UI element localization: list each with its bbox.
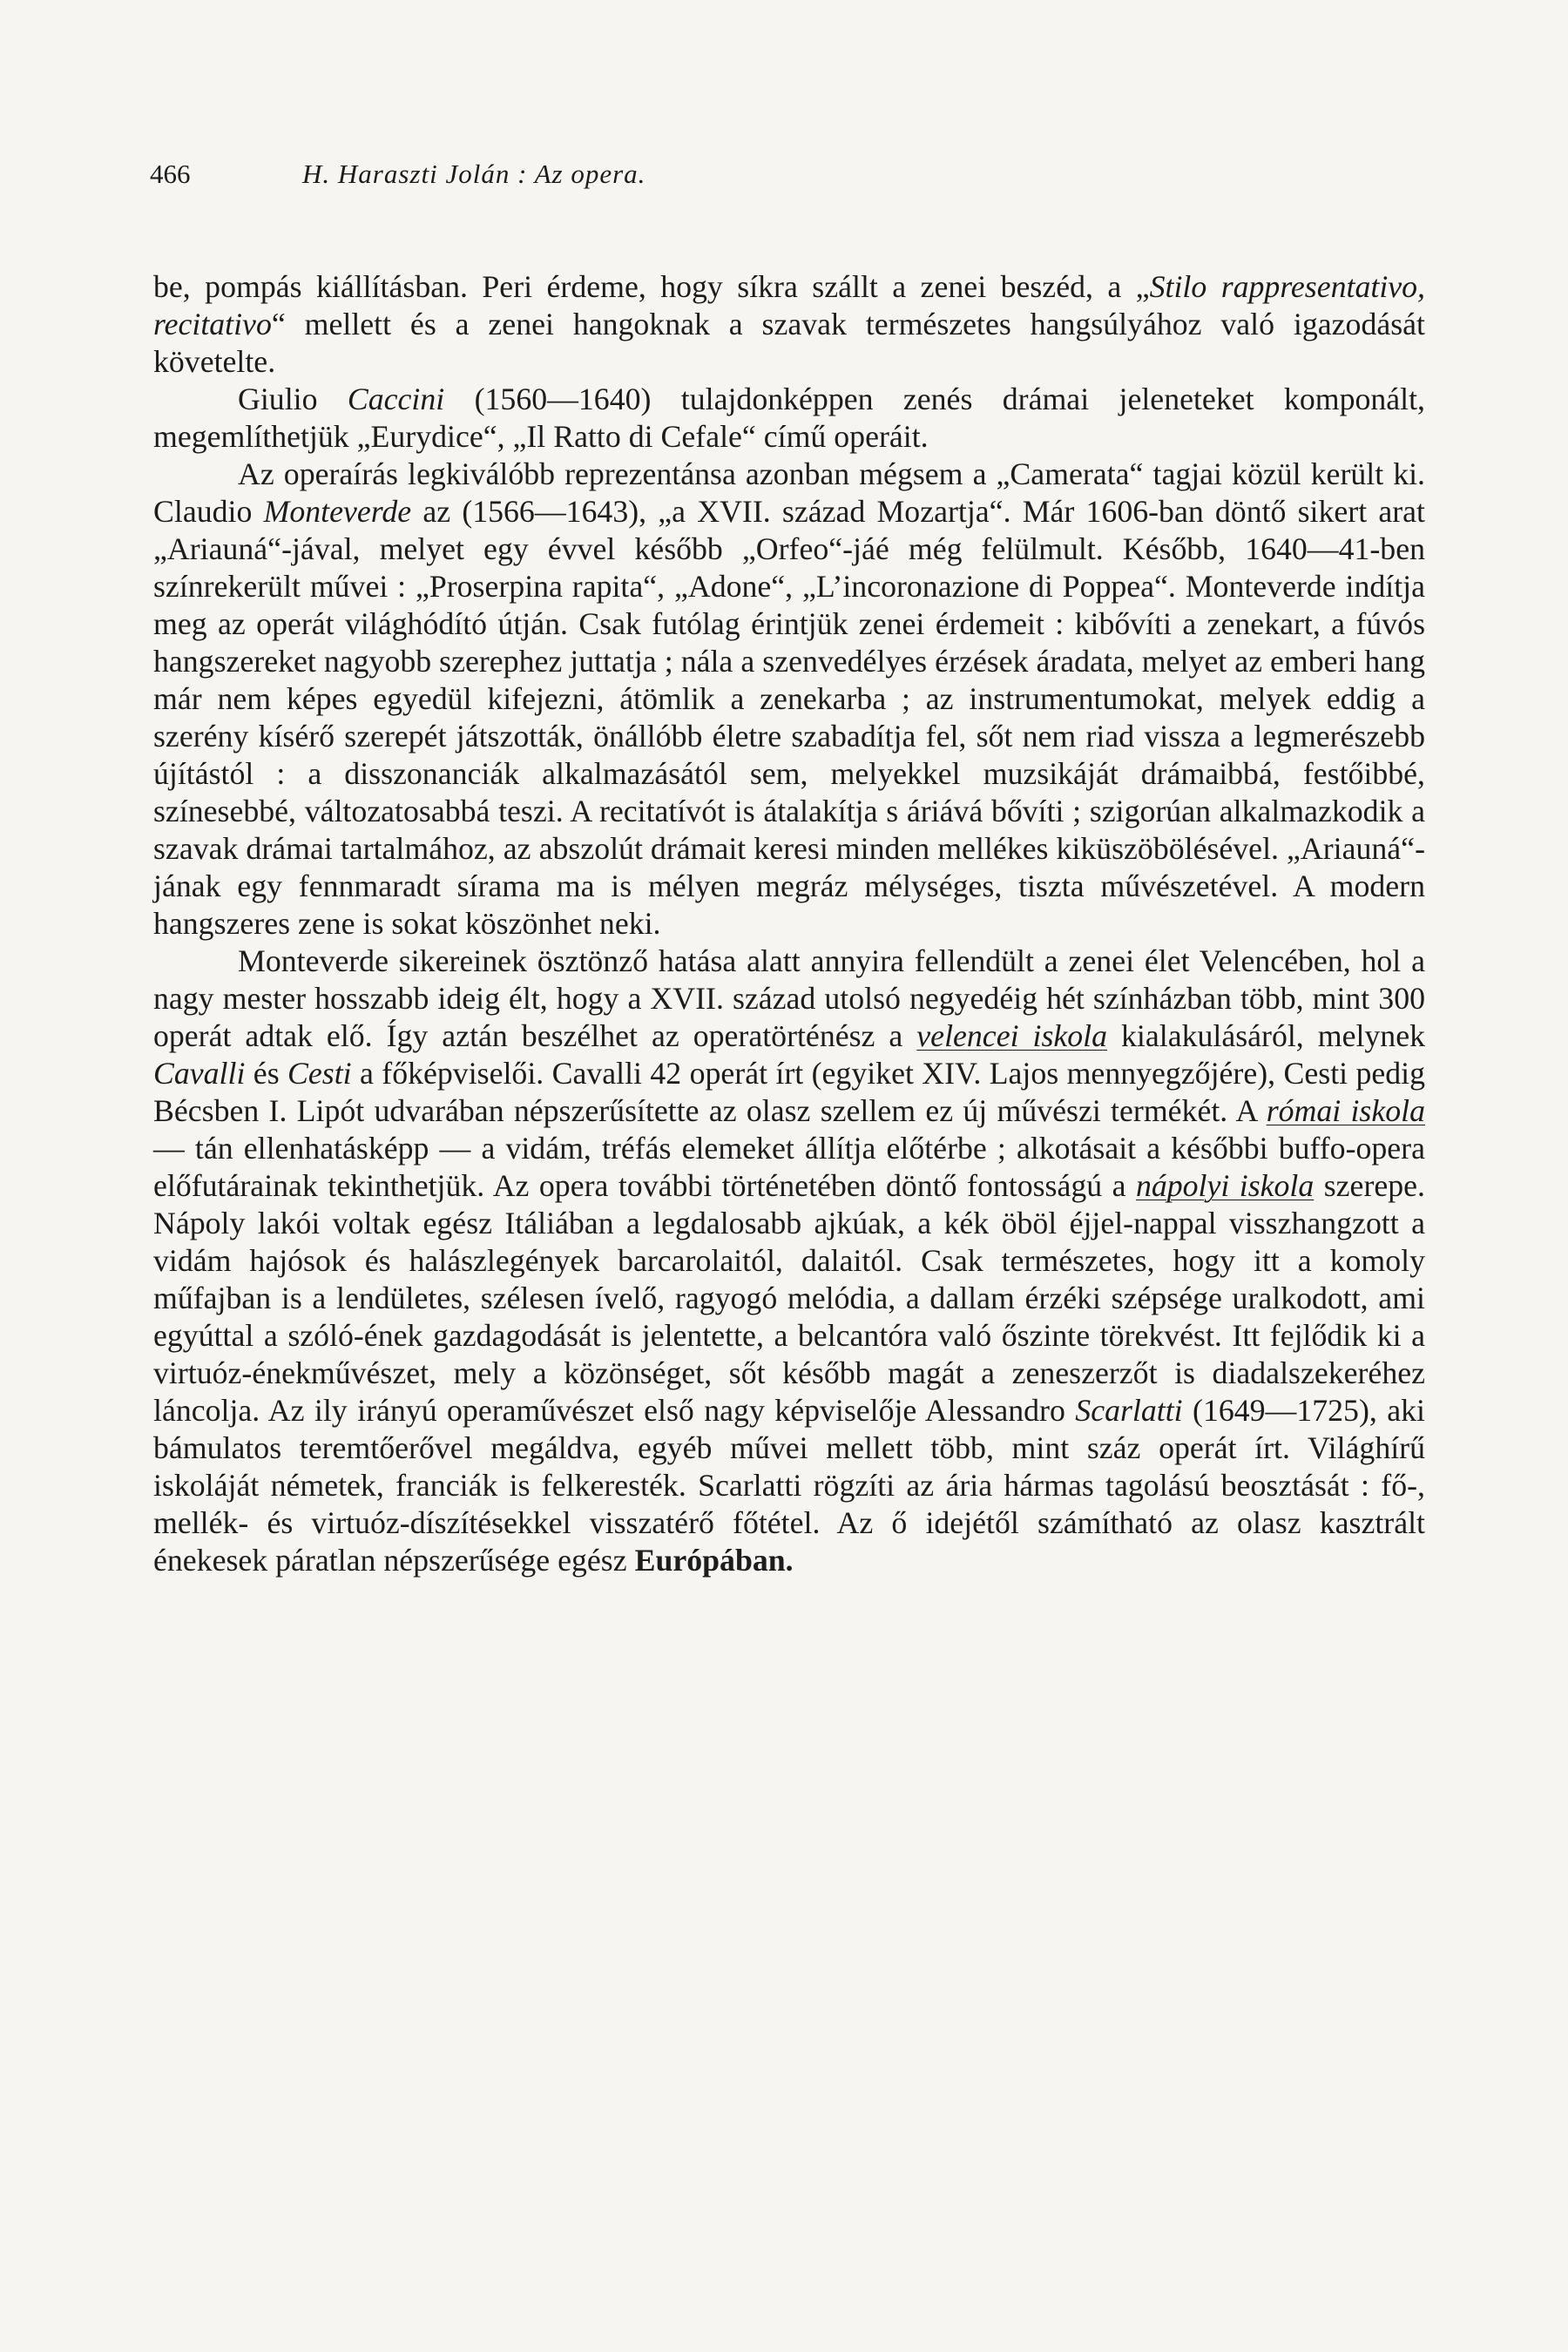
emphasized-term: velencei iskola [916,1018,1108,1053]
text-run: Monteverde sikereinek ösztönző hatása alatt annyira fellendült a zenei élet Velencében, hol a nagy mester hosszabb ideig élt, hogy a XVII. század utolsó negyedéig hét színházban több, mint 300 operát adtak elő. Így aztán beszélhet az operatörténész a [153,943,1425,1053]
italic-term: Stilo rappresentativo, recitativo [153,269,1425,341]
emphasized-term: római iskola [1266,1093,1425,1128]
body-text [153,268,1425,1579]
text-run: be, pompás kiállításban. Peri érdeme, hogy síkra szállt a zenei beszéd, a „ [153,269,1150,304]
bold-word: Európában. [634,1543,794,1578]
text-run: (1560—1640) tulajdonképpen zenés drámai jeleneteket komponált, megemlíthetjük „Eurydice“, „Il Ratto di Cefale“ című operáit. [153,382,1425,454]
italic-term: Scarlatti [1075,1393,1183,1428]
text-run: a főképviselői. Cavalli 42 operát írt (egyiket XIV. Lajos mennyegzőjére), Cesti pedig Bécsben I. Lipót udvarában népszerűsítette az olasz szellem ez új művészi termékét. A [153,1056,1426,1128]
paragraph [153,943,1425,1579]
text-run: az (1566—1643), „a XVII. század Mozartja“. Már 1606-ban döntő sikert arat „Ariauná“-jával, melyet egy évvel később „Orfeo“-jáé még felülmult. Később, 1640—41-ben színrekerült művei : „Proserpina rapita“, „Adone“, „L’incoronazione di Poppea“. Monteverde indítja meg az operát világhódító útján. Csak futólag érintjük zenei érdemeit : kibővíti a zenekart, a fúvós hangszereket nagyobb szerephez juttatja ; nála a szenvedélyes érzések áradata, melyet az emberi hang már nem képes egyedül kifejezni, átömlik a zenekarba ; az instrumentumokat, melyek eddig a szerény kísérő szerepét játszották, önállóbb életre szabadítja fel, sőt nem riad vissza a legmerészebb újítástól : a disszonanciák alkalmazásától sem, melyekkel muzsikáját drámaibbá, festőibbé, színesebbé, változatosabbá teszi. A recitatívót is átalakítja s áriává bővíti ; szigorúan alkalmazkodik a szavak drámai tartalmához, az abszolút drámait keresi minden mellékes kiküszöbölésével. „Ariauná“-jának egy fennmaradt sírama ma is mélyen megráz mélységes, tiszta művészetével. A modern hangszeres zene is sokat köszönhet neki. [153,494,1425,941]
text-run: Az operaírás legkiválóbb reprezentánsa azonban mégsem a „Camerata“ tagjai közül került ki. Claudio [153,456,1425,529]
italic-term: Monteverde [263,494,412,529]
text-run: szerepe. Nápoly lakói voltak egész Itáliában a legdalosabb ajkúak, a kék öböl éjjel-nappal visszhangzott a vidám hajósok és halászlegények barcarolaitól, dalaitól. Csak természetes, hogy itt a komoly műfajban is a lendületes, szélesen ívelő, ragyogó melódia, a dallam érzéki szépsége uralkodott, ami egyúttal a szóló-ének gazdagodását is jelentette, a belcantóra való őszinte törekvést. Itt fejlődik ki a virtuóz-énekművészet, mely a közönséget, sőt később magát a zeneszerzőt is diadalszekeréhez láncolja. Az ily irányú operaművészet első nagy képviselője Alessandro [153,1168,1425,1428]
page-header [150,155,1422,193]
text-run: “ mellett és a zenei hangoknak a szavak természetes hangsúlyához való igazodását követelte. [153,307,1425,379]
italic-term: Cavalli [153,1056,246,1091]
paragraph [153,268,1425,381]
text-run: Giulio [238,382,348,416]
paragraph [153,456,1425,943]
page-number: 466 [150,159,191,189]
italic-term: Cesti [287,1056,352,1091]
emphasized-term: nápolyi iskola [1135,1168,1315,1203]
text-run: és [245,1056,288,1091]
paragraph [153,381,1425,456]
text-run: — tán ellenhatásképp — a vidám, tréfás elemeket állítja előtérbe ; alkotásait a későbbi buffo-opera előfutárainak tekinthetjük. Az opera további történetében döntő fontosságú a [153,1131,1425,1203]
text-run: (1649—1725), aki bámulatos teremtőerővel megáldva, egyéb művei mellett több, mint száz operát írt. Világhírű iskoláját németek, franciák is felkeresték. Scarlatti rögzíti az ária hármas tagolású beosztását : fő-, mellék- és virtuóz-díszítésekkel visszatérő főtétel. Az ő idejétől számítható az olasz kasztrált énekesek páratlan népszerűsége egész [153,1393,1425,1578]
italic-term: Caccini [347,382,445,416]
text-run: kialakulásáról, melynek [1107,1018,1425,1053]
running-title: H. Haraszti Jolán : Az opera. [302,159,646,189]
